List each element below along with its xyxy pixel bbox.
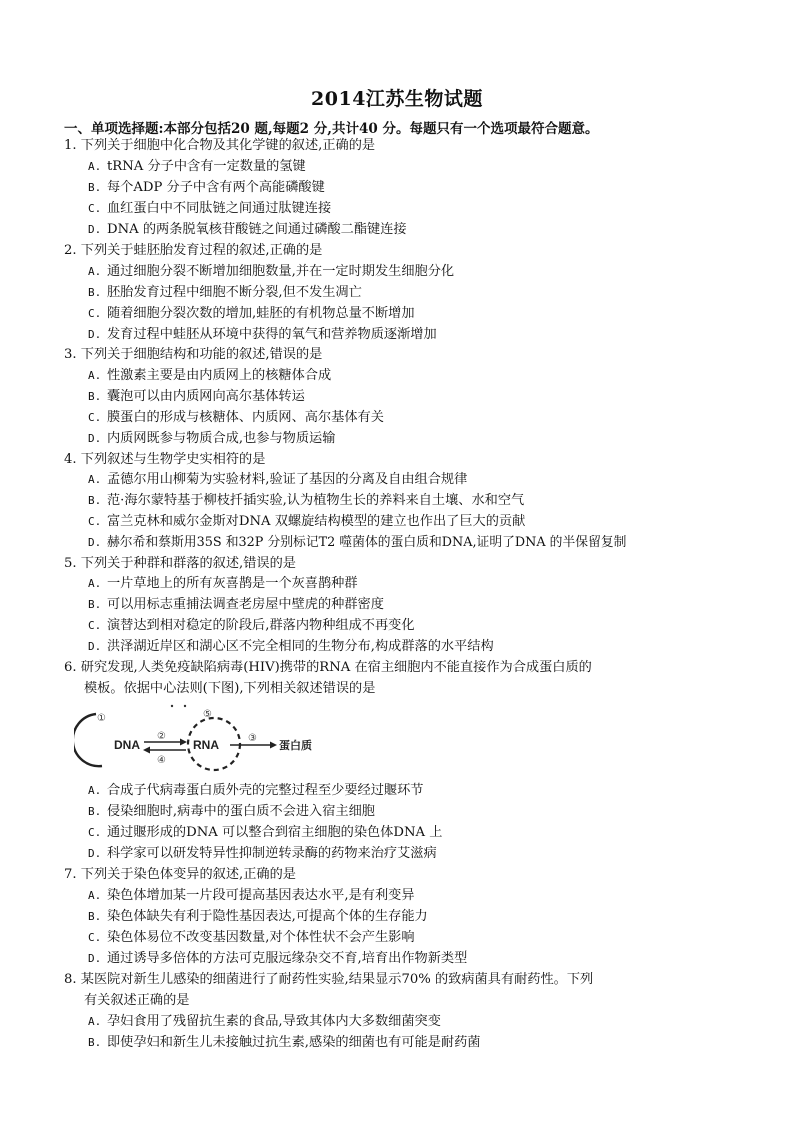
question-6-option-b: B. 侵染细胞时,病毒中的蛋白质不会进入宿主细胞 — [88, 804, 375, 819]
question-1-option-b: B. 每个ADP 分子中含有两个高能磷酸键 — [88, 180, 325, 195]
question-3-option-c: C. 膜蛋白的形成与核糖体、内质网、高尔基体有关 — [88, 410, 384, 425]
question-6-option-a: A. 合成子代病毒蛋白质外壳的完整过程至少要经过䞁环节 — [88, 783, 424, 798]
central-dogma-diagram — [74, 700, 374, 780]
marker-1: ① — [97, 713, 106, 724]
question-1-option-d: D. DNA 的两条脱氧核苷酸链之间通过磷酸二酯键连接 — [88, 222, 407, 237]
reverse-transcription-arrowhead-icon — [143, 747, 150, 754]
question-3-option-d: D. 内质网既参与物质合成,也参与物质运输 — [88, 431, 336, 446]
section-heading: 一、单项选择题:本部分包括20 题,每题2 分,共计40 分。每题只有一个选项最符合题意。 — [64, 121, 599, 137]
question-7-stem: 7. 下列关于染色体变异的叙述,正确的是 — [64, 867, 296, 882]
marker-4: ④ — [157, 755, 166, 766]
question-5-option-c: C. 演替达到相对稳定的阶段后,群落内物种组成不再变化 — [88, 618, 415, 633]
question-7-option-d: D. 通过诱导多倍体的方法可克服远缘杂交不育,培育出作物新类型 — [88, 951, 468, 966]
question-1-option-a: A. tRNA 分子中含有一定数量的氢键 — [88, 159, 306, 174]
question-7-option-a: A. 染色体增加某一片段可提高基因表达水平,是有利变异 — [88, 888, 415, 903]
question-5-option-a: A. 一片草地上的所有灰喜鹊是一个灰喜鹊种群 — [88, 576, 358, 591]
question-4-option-a: A. 孟德尔用山柳菊为实验材料,验证了基因的分离及自由组合规律 — [88, 472, 468, 487]
question-2-option-a: A. 通过细胞分裂不断增加细胞数量,并在一定时期发生细胞分化 — [88, 264, 455, 279]
question-5-stem: 5. 下列关于种群和群落的叙述,错误的是 — [64, 556, 296, 571]
question-3-option-b: B. 囊泡可以由内质网向高尔基体转运 — [88, 389, 305, 404]
question-5-option-d: D. 洪泽湖近岸区和湖心区不完全相同的生物分布,构成群落的水平结构 — [88, 639, 494, 654]
question-2-option-d: D. 发育过程中蛙胚从环境中获得的氧气和营养物质逐渐增加 — [88, 327, 437, 342]
rna-node-label: RNA — [193, 738, 219, 752]
question-8-stem-line1: 8. 某医院对新生儿感染的细菌进行了耐药性实验,结果显示70% 的致病菌具有耐药性。下列 — [64, 972, 594, 987]
question-8-option-a: A. 孕妇食用了残留抗生素的食品,导致其体内大多数细菌突变 — [88, 1014, 441, 1029]
question-6-option-c: C. 通过䞁形成的DNA 可以整合到宿主细胞的染色体DNA 上 — [88, 825, 443, 840]
marker-2: ② — [157, 731, 166, 742]
question-4-option-c: C. 富兰克林和威尔金斯对DNA 双螺旋结构模型的建立也作出了巨大的贡献 — [88, 514, 526, 529]
dna-node-label: DNA — [114, 738, 140, 752]
question-3-stem: 3. 下列关于细胞结构和功能的叙述,错误的是 — [64, 347, 323, 362]
question-8-stem-line2: 有关叙述正确的是 — [84, 993, 190, 1008]
question-3-option-a: A. 性激素主要是由内质网上的核糖体合成 — [88, 368, 332, 383]
question-6-stem-line1: 6. 研究发现,人类免疫缺陷病毒(HIV)携带的RNA 在宿主细胞内不能直接作为合成蛋白质的 — [64, 660, 592, 675]
marker-3: ③ — [248, 733, 257, 744]
marker-5: ⑤ — [203, 709, 212, 720]
question-7-option-b: B. 染色体缺失有利于隐性基因表达,可提高个体的生存能力 — [88, 909, 428, 924]
question-6-stem-line2: 模板。依据中心法则(下图),下列相关叙述错误的是 — [84, 681, 376, 696]
question-1-option-c: C. 血红蛋白中不同肽链之间通过肽键连接 — [88, 201, 332, 216]
transcription-arrowhead-icon — [180, 739, 187, 746]
translation-arrowhead-icon — [270, 742, 277, 749]
question-4-stem: 4. 下列叙述与生物学史实相符的是 — [64, 452, 266, 467]
question-8-option-b: B. 即使孕妇和新生儿未接触过抗生素,感染的细菌也有可能是耐药菌 — [88, 1035, 481, 1050]
question-1-stem: 1. 下列关于细胞中化合物及其化学键的叙述,正确的是 — [64, 138, 376, 153]
page-title: 2014江苏生物试题 — [311, 88, 483, 110]
question-6-option-d: D. 科学家可以研发特异性抑制逆转录酶的药物来治疗艾滋病 — [88, 846, 437, 861]
protein-node-label: 蛋白质 — [279, 739, 312, 752]
question-5-option-b: B. 可以用标志重捕法调查老房屋中壁虎的种群密度 — [88, 597, 384, 612]
question-2-option-c: C. 随着细胞分裂次数的增加,蛙胚的有机物总量不断增加 — [88, 306, 415, 321]
decorative-dots — [171, 705, 186, 707]
question-7-option-c: C. 染色体易位不改变基因数量,对个体性状不会产生影响 — [88, 930, 415, 945]
question-4-option-b: B. 范·海尔蒙特基于柳枝扦插实验,认为植物生长的养料来自土壤、水和空气 — [88, 493, 525, 508]
question-2-option-b: B. 胚胎发育过程中细胞不断分裂,但不发生凋亡 — [88, 285, 362, 300]
question-4-option-d: D. 赫尔希和蔡斯用35S 和32P 分别标记T2 噬菌体的蛋白质和DNA,证明了DNA 的半保留复制 — [88, 535, 627, 550]
question-2-stem: 2. 下列关于蛙胚胎发育过程的叙述,正确的是 — [64, 243, 323, 258]
